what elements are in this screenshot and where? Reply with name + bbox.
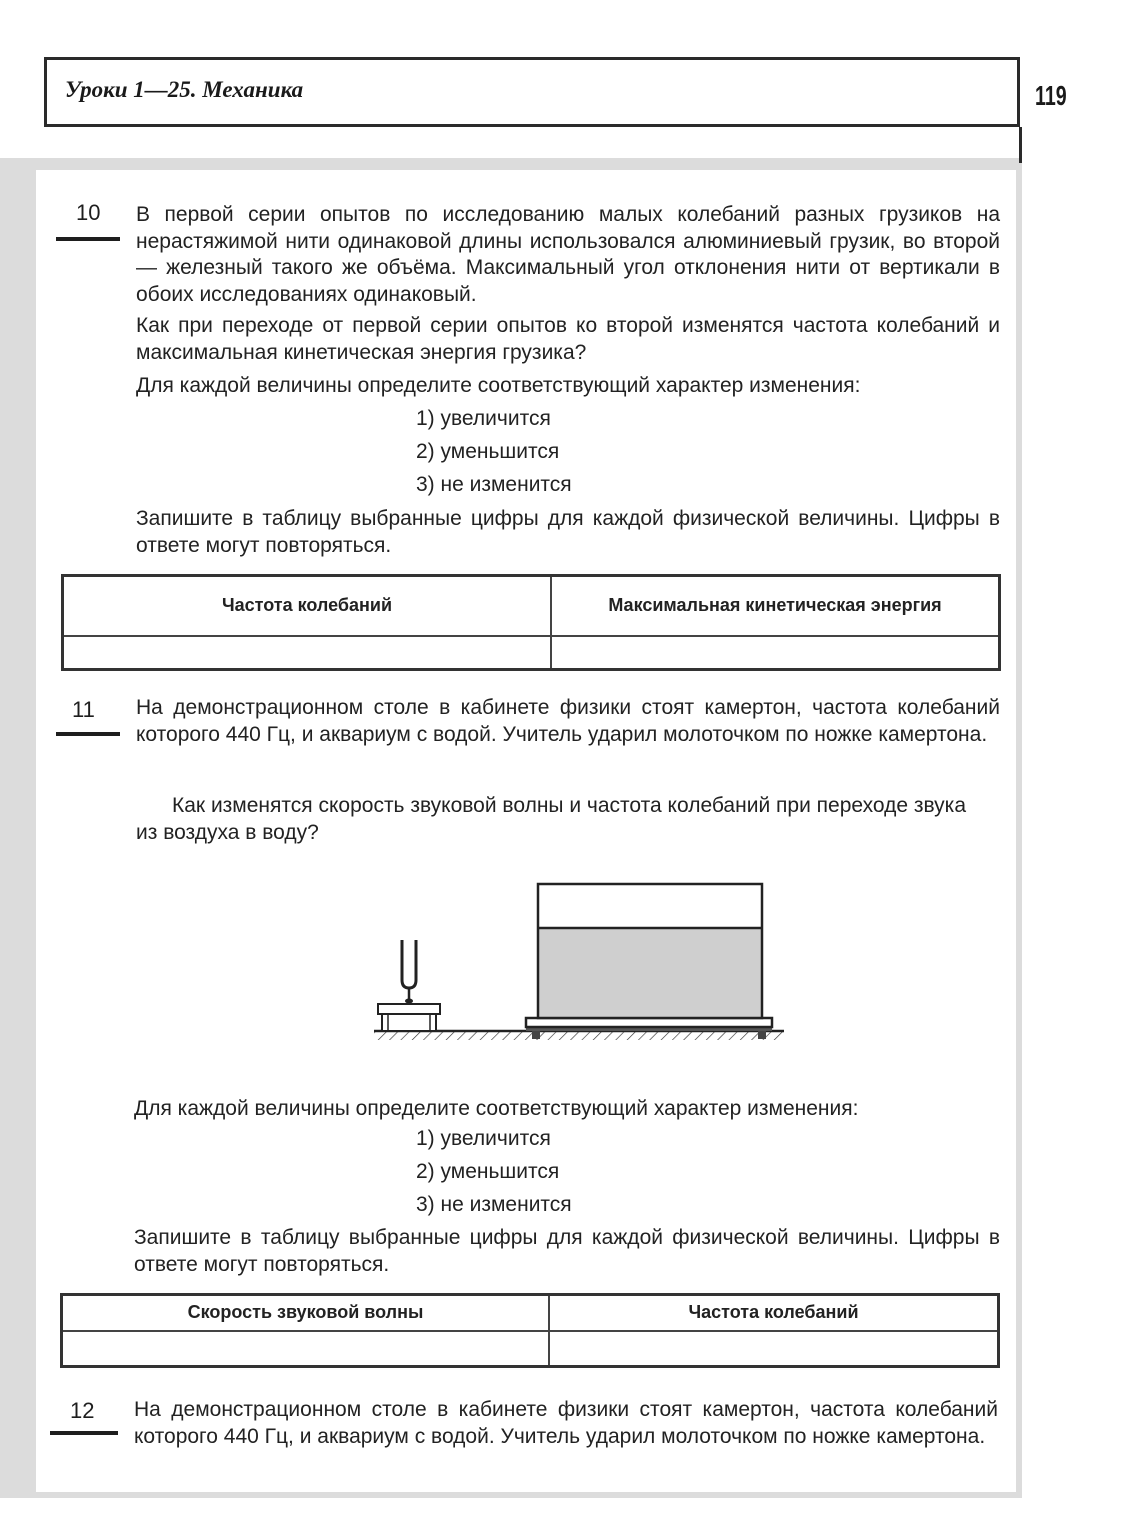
task-marker-bar	[56, 237, 120, 241]
task-11-answer-table	[60, 1293, 1000, 1368]
task-10-question: Как при переходе от первой серии опытов ко второй изменятся частота колебаний и максимальная кинетическая энергия грузика?	[136, 314, 1000, 364]
task-number: 12	[70, 1398, 95, 1423]
task-11-question: Как изменятся скорость звуковой волны и частота колебаний при переходе звука из воздуха в воду?	[136, 794, 966, 844]
task-number: 11	[72, 697, 95, 722]
task-11-instruction: Для каждой величины определите соответствующий характер изменения:	[134, 1097, 859, 1120]
task-10-intro: В первой серии опытов по исследованию малых колебаний разных грузиков на нерастяжимой нити одинаковой длины использовался алюминиевый грузик, во второй — железный такого же объёма. Максимальный угол отклонения нити от вертикали в обоих исследованиях одинаковый.	[136, 203, 1000, 306]
option-item: 1) увеличится	[416, 407, 551, 430]
option-item: 2) уменьшится	[416, 1160, 560, 1183]
running-header	[44, 57, 1020, 127]
table-surface	[374, 1031, 784, 1040]
task-10-write-note: Запишите в таблицу выбранные цифры для каждой физической величины. Цифры в ответе могут повторяться.	[136, 507, 1000, 557]
answer-table-header: Частота колебаний	[63, 576, 552, 636]
task-10-instruction: Для каждой величины определите соответствующий характер изменения:	[136, 374, 861, 397]
option-item: 3) не изменится	[416, 473, 572, 496]
header-title: Уроки 1—25. Механика	[65, 77, 304, 102]
answer-cell[interactable]	[551, 636, 1000, 670]
task-11-write-note: Запишите в таблицу выбранные цифры для каждой физической величины. Цифры в ответе могут повторяться.	[134, 1226, 1000, 1276]
task-12-intro: На демонстрационном столе в кабинете физики стоят камертон, частота колебаний которого 440 Гц, и аквариум с водой. Учитель ударил молоточком по ножке камертона.	[134, 1398, 998, 1448]
task-number: 10	[76, 200, 101, 225]
header-divider	[1019, 127, 1022, 163]
task-marker-bar	[50, 1431, 118, 1435]
aquarium-icon	[526, 884, 772, 1039]
option-item: 3) не изменится	[416, 1193, 572, 1216]
answer-table-header: Максимальная кинетическая энергия	[551, 576, 1000, 636]
page-number: 119	[1035, 80, 1067, 111]
answer-table-header: Частота колебаний	[549, 1295, 999, 1331]
answer-cell[interactable]	[62, 1331, 550, 1367]
answer-table-header: Скорость звуковой волны	[62, 1295, 550, 1331]
task-11-intro: На демонстрационном столе в кабинете физики стоят камертон, частота колебаний которого 440 Гц, и аквариум с водой. Учитель ударил молоточком по ножке камертона.	[136, 696, 1000, 746]
task-marker-bar	[56, 732, 120, 736]
option-item: 2) уменьшится	[416, 440, 560, 463]
answer-cell[interactable]	[549, 1331, 999, 1367]
task-10-answer-table	[61, 574, 1001, 671]
answer-cell[interactable]	[63, 636, 552, 670]
tuning-fork-aquarium-diagram	[368, 880, 788, 1060]
tuning-fork-icon	[378, 940, 440, 1031]
option-item: 1) увеличится	[416, 1127, 551, 1150]
